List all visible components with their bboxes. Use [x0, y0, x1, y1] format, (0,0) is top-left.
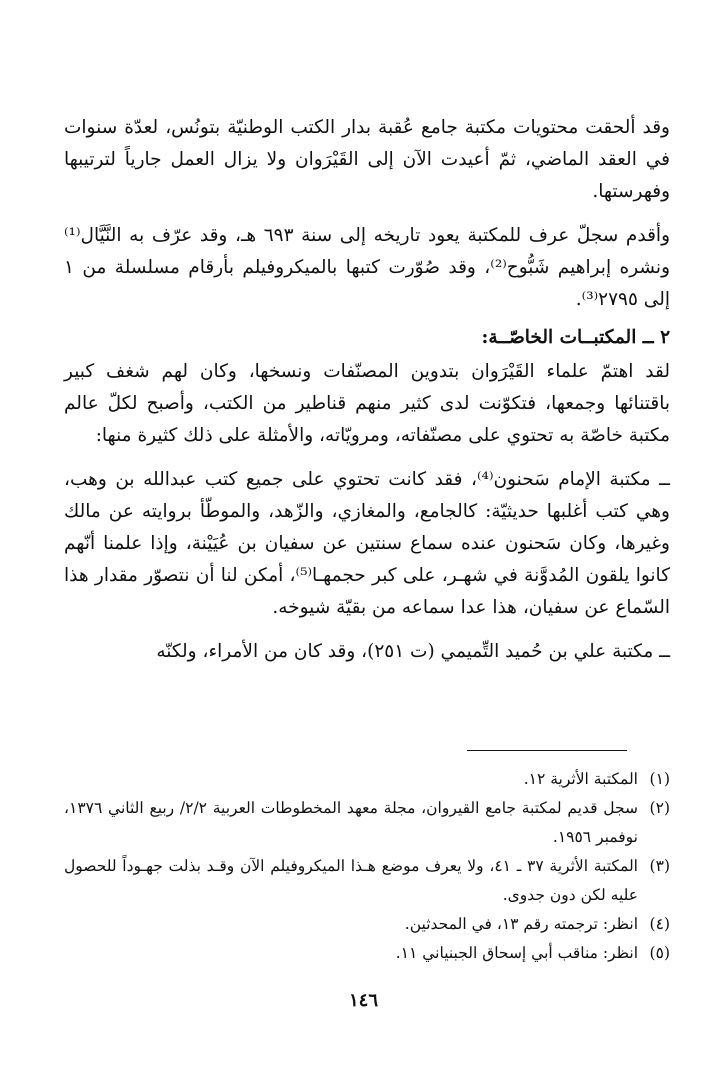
- footnote-number: (٥): [649, 944, 670, 962]
- page-number: ١٤٦: [348, 990, 378, 1011]
- footnote-text: سجل قديم لمكتبة جامع القيروان، مجلة معهد المخطوطات العربية ٢/٢/ ربيع الثاني ١٣٧٦، نوفمبر ١٩٥٦.: [64, 799, 638, 846]
- footnote: [64, 794, 670, 852]
- section-heading-private-libraries: ٢ ــ المكتبــات الخاصّــة:: [481, 327, 670, 348]
- footnote-text: المكتبة الأثرية ١٢.: [523, 770, 638, 788]
- paragraph-tamimi-library: ــ مكتبة علي بن حُميد التِّميمي (ت ٢٥١)، وقد كان من الأمراء، ولكنّه: [156, 641, 670, 662]
- footnote: [64, 852, 670, 910]
- paragraph-oldest-register: وأقدم سجلّ عرف للمكتبة يعود تاريخه إلى سنة ٦٩٣ هـ، وقد عرّف به النَّيَّال⁽¹⁾ ونشره إبراهيم شَبُّوح⁽²⁾، وقد صُوّرت كتبها بالميكروفيلم بأرقام مسلسلة من ١ إلى ٢٧٩٥⁽³⁾.: [64, 225, 671, 310]
- footnote-number: (٣): [649, 857, 670, 875]
- footnote-number: (٤): [649, 915, 670, 933]
- footnote-number: (١): [649, 770, 670, 788]
- footnote-number: (٢): [649, 799, 670, 817]
- footnote-divider: [467, 750, 627, 751]
- paragraph-library-transfer: وقد ألحقت محتويات مكتبة جامع عُقبة بدار الكتب الوطنيّة بتونُس، لعدّة سنوات في العقد الماضي، ثمّ أعيدت الآن إلى القَيْرَوان ولا يزال العمل جارياً لترتيبها وفهرستها.: [64, 117, 670, 202]
- footnote: [64, 910, 670, 939]
- paragraph-sahnun-library: ــ مكتبة الإمام سَحنون⁽⁴⁾، فقد كانت تحتوي على جميع كتب عبدالله بن وهب، وهي كتب أغلبها حديثيّة: كالجامع، والمغازي، والزّهد، والموطّأ بروايته عن مالك وغيرها، وكان سَحنون عنده سماع سنتين عن سفيان بن عُيَيْنة، وإذا علمنا أنّهم كانوا يلقون المُدوَّنة في شهـر، على كبر حجمهـا⁽⁵⁾، أمكن لنا أن نتصوّر مقدار هذا السّماع عن سفيان، هذا عدا سماعه من بقيّة شيوخه.: [64, 469, 671, 618]
- footnote-text: انظر: ترجمته رقم ١٣، في المحدثين.: [404, 915, 638, 933]
- footnote-text: انظر: مناقب أبي إسحاق الجبنياني ١١.: [395, 944, 638, 962]
- footnote: [64, 765, 670, 794]
- main-text: [64, 112, 670, 674]
- footnote: [64, 939, 670, 968]
- footnote-text: المكتبة الأثرية ٣٧ ـ ٤١، ولا يعرف موضع هـذا الميكروفيلم الآن وقـد بذلت جهـوداً للحصول عليه لكن دون جدوى.: [64, 857, 638, 904]
- paragraph-scholars-collecting: لقد اهتمّ علماء القَيْرَوان بتدوين المصنّفات ونسخها، وكان لهم شغف كبير باقتنائها وجمعها، فتكوّنت لدى كثير منهم قناطير من الكتب، وأصبح لكلّ عالم مكتبة خاصّة به تحتوي على مصنّفاته، ومرويّاته، والأمثلة على ذلك كثيرة منها:: [64, 361, 670, 446]
- footnotes: [64, 765, 670, 968]
